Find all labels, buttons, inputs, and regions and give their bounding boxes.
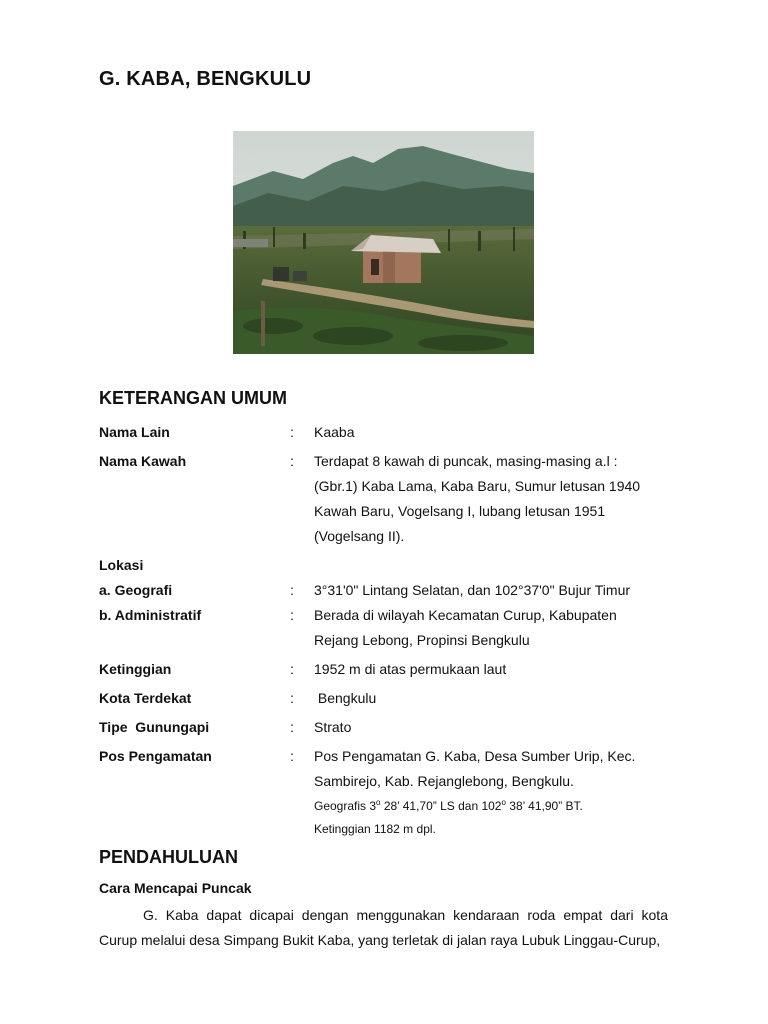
- field-value-line: Rejang Lebong, Propinsi Bengkulu: [314, 632, 530, 648]
- field-colon: :: [290, 690, 294, 706]
- field-value-line: Kawah Baru, Vogelsang I, lubang letusan 1951: [314, 503, 606, 519]
- subsection-title: Cara Mencapai Puncak: [99, 880, 252, 896]
- geo-text: 38’ 41,90” BT.: [505, 799, 583, 813]
- field-label: Lokasi: [99, 557, 144, 573]
- landscape-illustration: [233, 131, 534, 354]
- field-colon: :: [290, 719, 294, 735]
- pos-ketinggian-line: Ketinggian 1182 m dpl.: [314, 822, 436, 836]
- degree-mark: o: [501, 798, 506, 807]
- field-value-line: Pos Pengamatan G. Kaba, Desa Sumber Urip, Kec.: [314, 748, 636, 764]
- field-label: Pos Pengamatan: [99, 748, 212, 764]
- field-colon: :: [290, 582, 294, 598]
- field-value: 1952 m di atas permukaan laut: [314, 661, 507, 677]
- field-colon: :: [290, 424, 294, 440]
- field-label: Kota Terdekat: [99, 690, 192, 706]
- field-value-line: (Vogelsang II).: [314, 528, 405, 544]
- field-value-line: Berada di wilayah Kecamatan Curup, Kabupaten: [314, 607, 617, 623]
- field-colon: :: [290, 661, 294, 677]
- geo-text: Geografis 3: [314, 799, 377, 813]
- geo-text: 28’ 41,70” LS dan 102: [380, 799, 502, 813]
- field-label: Nama Lain: [99, 424, 170, 440]
- field-colon: :: [290, 453, 294, 469]
- field-label: a. Geografi: [99, 582, 173, 598]
- field-value: Strato: [314, 719, 352, 735]
- field-colon: :: [290, 607, 294, 623]
- intro-paragraph: G. Kaba dapat dicapai dengan menggunakan kendaraan roda empat dari kota Curup melalui desa Simpang Bukit Kaba, yang terletak di jalan raya Lubuk Linggau-Curup,: [99, 907, 668, 948]
- field-value-line: Terdapat 8 kawah di puncak, masing-masing a.l :: [314, 453, 618, 469]
- field-value: 3°31'0" Lintang Selatan, dan 102°37'0" Bujur Timur: [314, 582, 631, 598]
- field-label: b. Administratif: [99, 607, 202, 623]
- field-value: Bengkulu: [314, 690, 377, 706]
- field-colon: :: [290, 748, 294, 764]
- pos-geografis-line: [314, 798, 583, 813]
- section-title-keterangan-umum: KETERANGAN UMUM: [99, 388, 287, 408]
- field-label: Nama Kawah: [99, 453, 187, 469]
- degree-mark: o: [376, 798, 381, 807]
- field-label: Ketinggian: [99, 661, 172, 677]
- field-value-line: (Gbr.1) Kaba Lama, Kaba Baru, Sumur letusan 1940: [314, 478, 641, 494]
- mountain-photo: [233, 131, 534, 354]
- section-title-pendahuluan: PENDAHULUAN: [99, 847, 238, 867]
- field-value: Kaaba: [314, 424, 355, 440]
- field-label: Tipe Gunungapi: [99, 719, 210, 735]
- field-value-line: Sambirejo, Kab. Rejanglebong, Bengkulu.: [314, 773, 574, 789]
- page-title: G. KABA, BENGKULU: [99, 68, 312, 90]
